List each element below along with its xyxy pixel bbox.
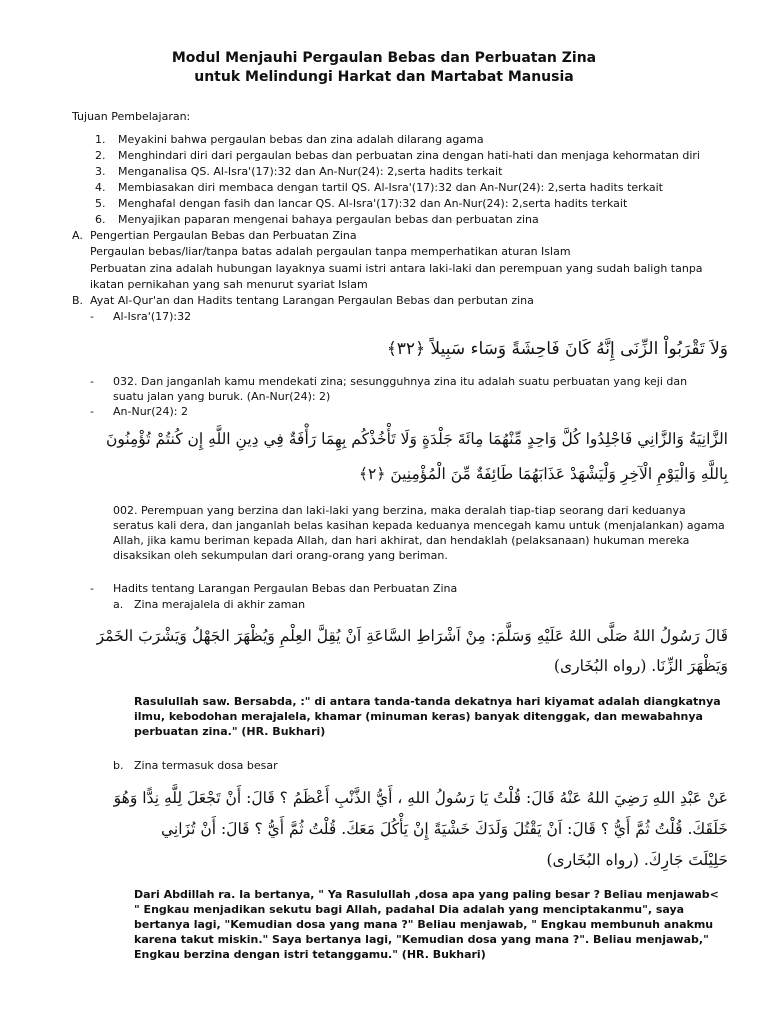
- bullet-dash: -: [90, 582, 94, 595]
- objective-text: Menganalisa QS. Al-Isra'(17):32 dan An-Nur(24): 2,serta hadits terkait: [118, 165, 503, 178]
- bullet-dash: -: [90, 405, 94, 418]
- objective-number: 3.: [95, 165, 106, 178]
- hadits-a-label: a.: [113, 598, 124, 611]
- objective-number: 6.: [95, 213, 106, 226]
- objective-text: Menghindari diri dari pergaulan bebas dan perbuatan zina dengan hati-hati dan menjaga kehormatan diri: [118, 149, 700, 162]
- hadits-heading: Hadits tentang Larangan Pergaulan Bebas dan Perbuatan Zina: [113, 582, 458, 595]
- tujuan-heading: Tujuan Pembelajaran:: [72, 110, 191, 123]
- hadits-b-translation: Dari Abdillah ra. Ia bertanya, " Ya Rasulullah ,dosa apa yang paling besar ? Beliau menjawab< " Engkau menjadikan sekutu bagi Allah, padahal Dia adalah yang menciptakanmu", saya bertanya lagi, "Kemudian dosa yang mana ?" Beliau menjawab, " Engkau membunuh anakmu karena takut miskin." Saya bertanya lagi, "Kemudian dosa yang mana ?". Beliau menjawab," Engkau berzina dengan istri tetanggamu." (HR. Bukhari): [134, 888, 719, 961]
- objective-number: 1.: [95, 133, 106, 146]
- section-a-line: Pergaulan bebas/liar/tanpa batas adalah pergaulan tanpa memperhatikan aturan Islam: [90, 245, 571, 258]
- hadits-b-arabic-line: حَلِيْلَتَ جَارِكَ. (رواه البُخَارى): [546, 851, 728, 869]
- section-a-line: ikatan pernikahan yang sah menurut syariat Islam: [90, 278, 368, 291]
- isra-translation-line: suatu jalan yang buruk. (An-Nur(24): 2): [113, 390, 331, 403]
- objective-number: 4.: [95, 181, 106, 194]
- bullet-dash: -: [90, 310, 94, 323]
- document-title-line2: untuk Melindungi Harkat dan Martabat Manusia: [194, 69, 574, 85]
- objective-number: 5.: [95, 197, 106, 210]
- hadits-b-arabic-line: عَنْ عَبْدِ اللهِ رَضِيَ اللهُ عَنْهُ قَالَ: قُلْتُ يَا رَسُولُ اللهِ ، أَيُّ الذَّنْبِ أَعْظَمُ ؟ قَالَ: أَنْ تَجْعَلَ لِلَّهِ نِدًّا وَهُوَ: [113, 789, 728, 807]
- nur-reference: An-Nur(24): 2: [113, 405, 188, 418]
- hadits-b-heading: Zina termasuk dosa besar: [134, 759, 278, 772]
- objective-text: Menghafal dengan fasih dan lancar QS. Al-Isra'(17):32 dan An-Nur(24): 2,serta hadits terkait: [118, 197, 628, 210]
- objective-text: Menyajikan paparan mengenai bahaya pergaulan bebas dan perbuatan zina: [118, 213, 539, 226]
- hadits-a-translation: Rasulullah saw. Bersabda, :" di antara tanda-tanda dekatnya hari kiyamat adalah diangkatnya ilmu, kebodohan merajalela, khamar (minuman keras) banyak ditenggak, dan mewabahnya perbuatan zina." (HR. Bukhari): [134, 695, 721, 738]
- isra-translation-line: 032. Dan janganlah kamu mendekati zina; sesungguhnya zina itu adalah suatu perbuatan yang keji dan: [113, 375, 688, 388]
- hadits-b-label: b.: [113, 759, 124, 772]
- nur-arabic-verse-line: بِاللَّهِ وَالْيَوْمِ الْآخِرِ وَلْيَشْهَدْ عَذَابَهُمَا طَائِفَةٌ مِّنَ الْمُؤْمِنِينَ ﴿٢﴾: [358, 465, 728, 483]
- objective-text: Meyakini bahwa pergaulan bebas dan zina adalah dilarang agama: [118, 133, 484, 146]
- isra-reference: Al-Isra'(17):32: [113, 310, 192, 323]
- section-a-line: Perbuatan zina adalah hubungan layaknya suami istri antara laki-laki dan perempuan yang sudah baligh tanpa: [90, 262, 703, 275]
- nur-arabic-verse-line: الزَّانِيَةُ وَالزَّانِي فَاجْلِدُوا كُلَّ وَاحِدٍ مِّنْهُمَا مِائَةَ جَلْدَةٍ وَلَا تَأْخُذْكُم بِهِمَا رَأْفَةٌ فِي دِينِ اللَّهِ إِن كُنتُمْ تُؤْمِنُونَ: [105, 430, 728, 448]
- isra-arabic-verse: وَلاَ تَقْرَبُواْ الزِّنَى إِنَّهُ كَانَ فَاحِشَةً وَسَاء سَبِيلاً ﴿٣٢﴾: [386, 339, 728, 359]
- hadits-b-arabic-line: خَلَقَكَ. قُلْتُ ثُمَّ أَيُّ ؟ قَالَ: اَنْ يَقْتُلَ وَلَدَكَ خَشْيَةً إِنْ يَأْكُلَ مَعَكَ. قُلْتُ ثُمَّ أَيُّ ؟ قَالَ: أَنْ تُزَانِي: [161, 820, 728, 838]
- hadits-a-heading: Zina merajalela di akhir zaman: [134, 598, 306, 611]
- section-b-heading: Ayat Al-Qur'an dan Hadits tentang Larangan Pergaulan Bebas dan perbutan zina: [90, 294, 534, 307]
- objective-number: 2.: [95, 149, 106, 162]
- objective-text: Membiasakan diri membaca dengan tartil QS. Al-Isra'(17):32 dan An-Nur(24): 2,serta hadits terkait: [118, 181, 663, 194]
- bullet-dash: -: [90, 375, 94, 388]
- hadits-a-arabic-line: قَالَ رَسُولُ اللهُ صَلَّى اللهُ عَلَيْهِ وَسَلَّمَ: مِنْ اَشْرَاطِ السَّاعَةِ اَنْ يُقِلَّ العِلْمِ وَيُظْهَرَ الجَهْلُ وَيَشْرَبَ الخَمْرَ: [96, 627, 728, 645]
- hadits-a-arabic-line: وَيَظْهَرَ الزِّنَا. (رواه البُخَارى): [553, 657, 728, 675]
- document-title-line1: Modul Menjauhi Pergaulan Bebas dan Perbuatan Zina: [171, 50, 597, 66]
- nur-translation: 002. Perempuan yang berzina dan laki-laki yang berzina, maka deralah tiap-tiap seorang dari keduanya seratus kali dera, dan janganlah belas kasihan kepada keduanya mencegah kamu untuk (menjalankan) agama Allah, jika kamu beriman kepada Allah, dan hari akhirat, dan hendaklah (pelaksanaan) hukuman mereka disaksikan oleh sekumpulan dari orang-orang yang beriman.: [113, 504, 725, 562]
- section-b-label: B.: [72, 294, 84, 307]
- section-a-label: A.: [72, 229, 83, 242]
- section-a-heading: Pengertian Pergaulan Bebas dan Perbuatan Zina: [90, 229, 357, 242]
